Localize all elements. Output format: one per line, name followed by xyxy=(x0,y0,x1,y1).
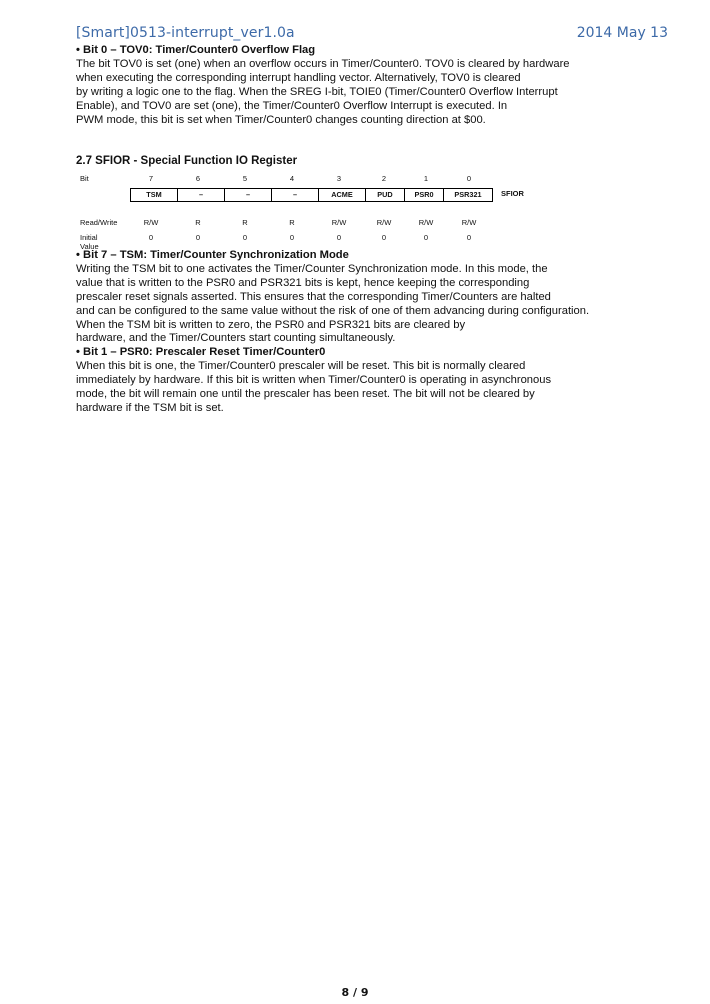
paragraph-line: The bit TOV0 is set (one) when an overflow occurs in Timer/Counter0. TOV0 is cleared by hardware xyxy=(76,57,570,70)
bit-number: 1 xyxy=(423,174,429,183)
register-field: PSR321 xyxy=(454,190,482,199)
rw-value: R/W xyxy=(461,218,477,227)
tov0-section xyxy=(76,44,656,127)
paragraph-line: hardware, and the Timer/Counters start counting simultaneously. xyxy=(76,332,396,345)
rw-value: R/W xyxy=(418,218,434,227)
initial-value: 0 xyxy=(423,233,429,242)
register-field: PUD xyxy=(366,189,405,201)
register-field-row xyxy=(130,188,493,202)
register-field: – xyxy=(225,189,272,201)
bit-number: 6 xyxy=(195,174,201,183)
initial-value: 0 xyxy=(289,233,295,242)
tov0-heading: • Bit 0 – TOV0: Timer/Counter0 Overflow Flag xyxy=(76,44,316,56)
register-field: – xyxy=(178,189,225,201)
bit-number: 5 xyxy=(242,174,248,183)
bit-number: 3 xyxy=(336,174,342,183)
section-title: 2.7 SFIOR - Special Function IO Register xyxy=(76,155,298,167)
paragraph-line: when executing the corresponding interrupt handling vector. Alternatively, TOV0 is cleared xyxy=(76,71,521,84)
bit-number: 0 xyxy=(466,174,472,183)
rw-row-label: Read/Write xyxy=(80,218,118,227)
initial-value: 0 xyxy=(336,233,342,242)
register-field: ACME xyxy=(319,189,366,201)
rw-value: R xyxy=(289,218,295,227)
tsm-section xyxy=(76,249,656,416)
initial-value: 0 xyxy=(148,233,154,242)
paragraph-line: by writing a logic one to the flag. When the SREG I-bit, TOIE0 (Timer/Counter0 Overflow Interrupt xyxy=(76,85,558,98)
paragraph-line: Writing the TSM bit to one activates the Timer/Counter Synchronization mode. In this mode, the xyxy=(76,262,548,275)
rw-value: R xyxy=(242,218,248,227)
paragraph-line: When this bit is one, the Timer/Counter0 prescaler will be reset. This bit is normally cleared xyxy=(76,360,526,373)
page-number: 8 / 9 xyxy=(341,986,369,999)
paragraph-line: value that is written to the PSR0 and PSR321 bits is kept, hence keeping the corresponding xyxy=(76,276,530,289)
paragraph-line: mode, the bit will remain one until the prescaler has been reset. The bit will not be cleared by xyxy=(76,388,535,401)
rw-value: R/W xyxy=(376,218,392,227)
initial-value: 0 xyxy=(242,233,248,242)
register-field: – xyxy=(272,189,319,201)
register-field: TSM xyxy=(131,189,178,201)
initial-value-row-label: Initial Value xyxy=(80,233,99,251)
bit-number: 4 xyxy=(289,174,295,183)
register-field: PSR0 xyxy=(405,189,444,201)
bit-number: 2 xyxy=(381,174,387,183)
paragraph-line: PWM mode, this bit is set when Timer/Counter0 changes counting direction at $00. xyxy=(76,113,486,126)
rw-value: R/W xyxy=(143,218,159,227)
document-title: [Smart]0513-interrupt_ver1.0a xyxy=(76,25,295,41)
bit-number: 7 xyxy=(148,174,154,183)
rw-value: R/W xyxy=(331,218,347,227)
psr0-heading: • Bit 1 – PSR0: Prescaler Reset Timer/Counter0 xyxy=(76,346,326,359)
paragraph-line: immediately by hardware. If this bit is written when Timer/Counter0 is operating in asynchronous xyxy=(76,374,552,387)
paragraph-line: Enable), and TOV0 are set (one), the Timer/Counter0 Overflow Interrupt is executed. In xyxy=(76,99,508,112)
initial-value: 0 xyxy=(195,233,201,242)
tsm-heading: • Bit 7 – TSM: Timer/Counter Synchronization Mode xyxy=(76,249,349,261)
initial-value: 0 xyxy=(466,233,472,242)
paragraph-line: prescaler reset signals asserted. This ensures that the corresponding Timer/Counters are halted xyxy=(76,290,551,303)
document-date: 2014 May 13 xyxy=(576,25,668,41)
paragraph-line: hardware if the TSM bit is set. xyxy=(76,401,224,414)
paragraph-line: When the TSM bit is written to zero, the PSR0 and PSR321 bits are cleared by xyxy=(76,318,466,331)
initial-value: 0 xyxy=(381,233,387,242)
register-name: SFIOR xyxy=(501,189,524,198)
paragraph-line: and can be configured to the same value without the risk of one of them advancing during configuration. xyxy=(76,304,590,317)
bit-row-label: Bit xyxy=(80,174,89,183)
rw-value: R xyxy=(195,218,201,227)
